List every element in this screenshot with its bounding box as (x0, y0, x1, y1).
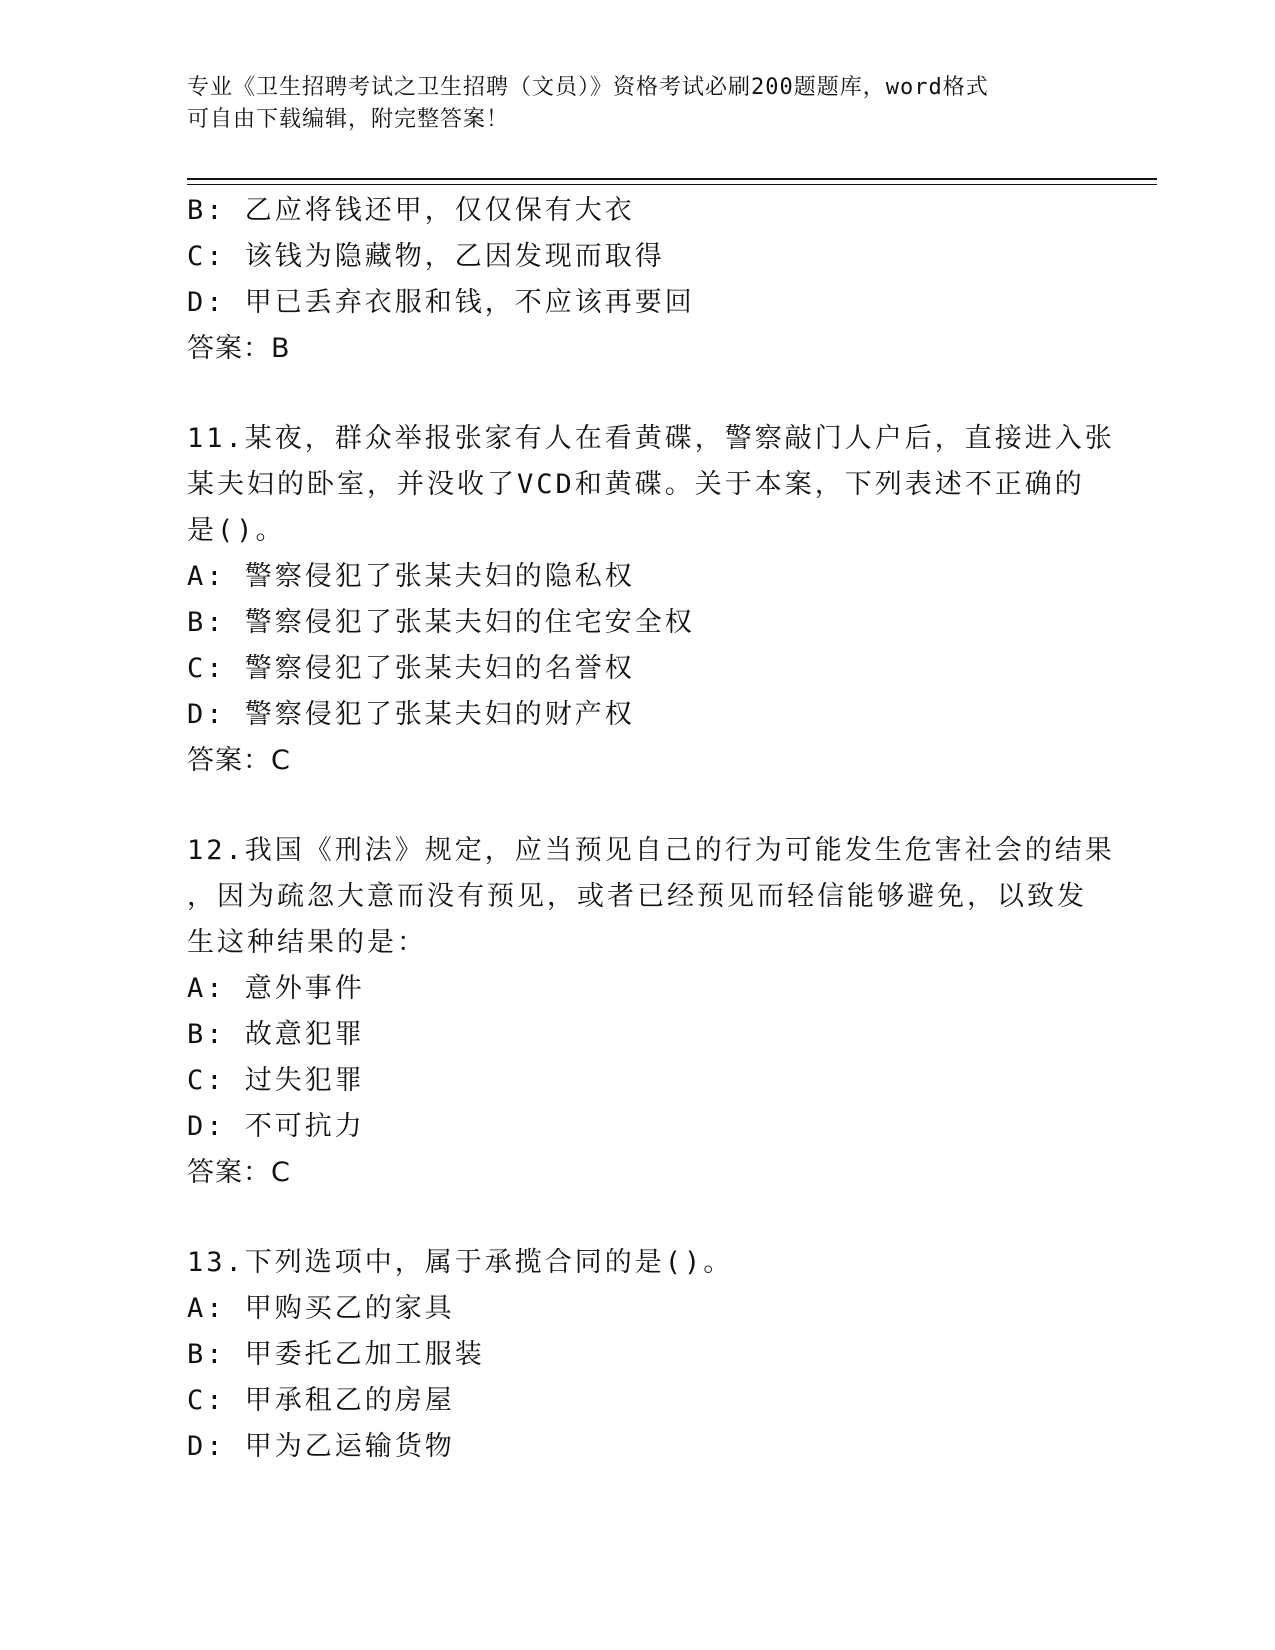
header-divider-thin (187, 184, 1157, 185)
option-b: B: 警察侵犯了张某夫妇的住宅安全权 (187, 607, 695, 638)
answer-line: 答案：C (187, 1157, 291, 1188)
header-divider-thick (187, 178, 1157, 180)
option-d: D: 不可抗力 (187, 1111, 365, 1142)
answer-line: 答案：B (187, 333, 291, 364)
question-stem-line: 11.某夜，群众举报张家有人在看黄碟，警察敲门人户后，直接进入张 (187, 423, 1115, 454)
option-a: A: 意外事件 (187, 973, 365, 1004)
question-13 (187, 1240, 1087, 1470)
question-stem-line: ，因为疏忽大意而没有预见，或者已经预见而轻信能够避免，以致发 (187, 881, 1087, 912)
option-c: C: 甲承租乙的房屋 (187, 1385, 455, 1416)
option-b: B: 甲委托乙加工服装 (187, 1339, 485, 1370)
question-11 (187, 416, 1115, 784)
option-c: C: 该钱为隐藏物，乙因发现而取得 (187, 241, 665, 272)
option-d: D: 警察侵犯了张某夫妇的财产权 (187, 699, 635, 730)
question-10-continuation (187, 188, 1087, 372)
question-stem-line: 12.我国《刑法》规定，应当预见自己的行为可能发生危害社会的结果 (187, 835, 1115, 866)
question-stem-line: 13.下列选项中，属于承揽合同的是()。 (187, 1247, 734, 1278)
question-stem-line: 是()。 (187, 515, 286, 546)
question-content (187, 188, 1115, 1470)
option-d: D: 甲已丢弃衣服和钱，不应该再要回 (187, 287, 695, 318)
header-title-line-2: 可自由下载编辑，附完整答案！ (187, 107, 510, 132)
question-12 (187, 828, 1115, 1196)
option-a: A: 甲购买乙的家具 (187, 1293, 455, 1324)
spacer (187, 784, 1087, 828)
question-stem-line: 某夫妇的卧室，并没收了VCD和黄碟。关于本案，下列表述不正确的 (187, 469, 1085, 500)
question-stem-line: 生这种结果的是： (187, 927, 427, 958)
page-header (187, 72, 1067, 136)
option-b: B: 故意犯罪 (187, 1019, 365, 1050)
option-b: B: 乙应将钱还甲，仅仅保有大衣 (187, 195, 635, 226)
spacer (187, 1196, 1087, 1240)
spacer (187, 372, 1087, 416)
option-d: D: 甲为乙运输货物 (187, 1431, 455, 1462)
option-c: C: 过失犯罪 (187, 1065, 365, 1096)
option-c: C: 警察侵犯了张某夫妇的名誉权 (187, 653, 635, 684)
header-title-line-1: 专业《卫生招聘考试之卫生招聘（文员）》资格考试必刷200题题库，word格式 (187, 75, 989, 100)
answer-line: 答案：C (187, 745, 291, 776)
option-a: A: 警察侵犯了张某夫妇的隐私权 (187, 561, 635, 592)
